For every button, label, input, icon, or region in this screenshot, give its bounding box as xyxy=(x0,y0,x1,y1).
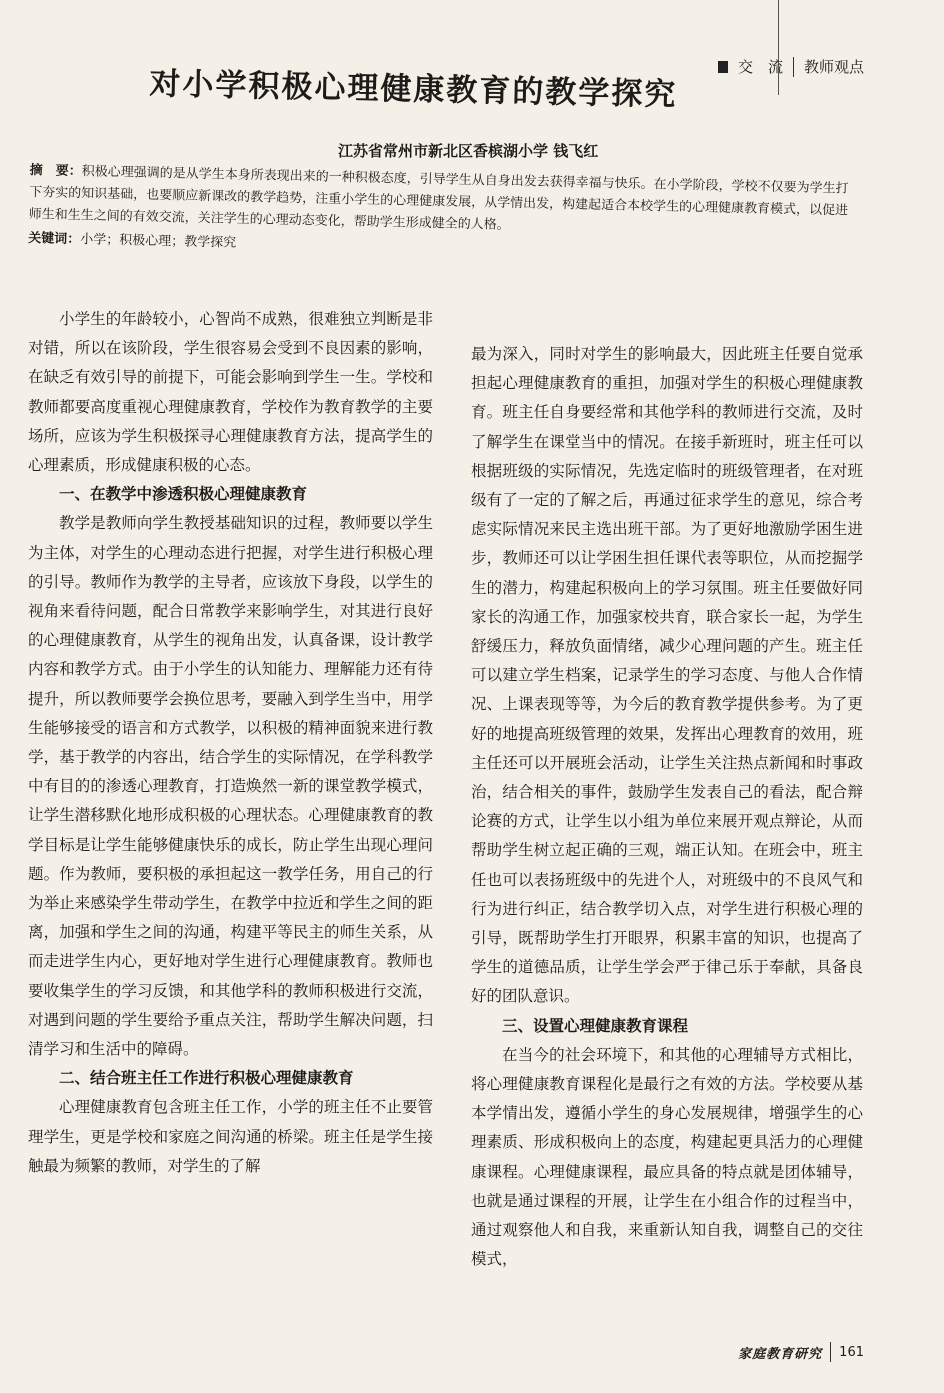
column-label: 交 流 xyxy=(737,58,783,76)
footer-separator xyxy=(830,1342,831,1362)
page-header xyxy=(718,56,864,77)
section-heading-1: 一、在教学中渗透积极心理健康教育 xyxy=(59,485,308,504)
article-author: 江苏省常州市新北区香槟湖小学 钱飞红 xyxy=(338,142,599,160)
abstract-text: 积极心理强调的是从学生本身所表现出来的一种积极态度，引导学生从自身出发去获得幸福与快乐。在小学阶段，学校不仅要为学生打下夯实的知识基础，也要顺应新课改的教学趋势，注重小学生的心理健康发展，从学情出发，构建起适合本校学生的心理健康教育模式，以促进师生和生生之间的有效交流，关注学生的心理动态变化，帮助学生形成健全的人格。 xyxy=(28,164,849,233)
intro-paragraph: 小学生的年龄较小，心智尚不成熟，很难独立判断是非对错，所以在该阶段，学生很容易会受到不良因素的影响，在缺乏有效引导的前提下，可能会影响到学生一生。学校和教师都要高度重视心理健康教育，学校作为教育教学的主要场所，应该为学生积极探寻心理健康教育方法，提高学生的心理素质，形成健康积极的心态。 xyxy=(28,310,433,475)
abstract-label: 摘 要： xyxy=(29,162,82,180)
right-column xyxy=(471,340,863,1275)
header-divider xyxy=(778,0,779,95)
square-bullet-icon xyxy=(718,61,728,73)
article-title: 对小学积极心理健康教育的教学探究 xyxy=(149,65,678,114)
page-number: 161 xyxy=(839,1344,864,1360)
keywords-label: 关键词： xyxy=(28,230,81,248)
keywords-text: 小学；积极心理；教学探究 xyxy=(80,232,237,251)
abstract-block xyxy=(28,160,860,269)
section-heading-2: 二、结合班主任工作进行积极心理健康教育 xyxy=(59,1069,354,1088)
section-label: 教师观点 xyxy=(803,58,864,76)
section-2-paragraph: 心理健康教育包含班主任工作，小学的班主任不止要管理学生，更是学校和家庭之间沟通的桥梁。班主任是学生接触最为频繁的教师，对学生的了解 xyxy=(28,1098,433,1175)
header-separator xyxy=(793,57,794,77)
section-1-paragraph: 教学是教师向学生教授基础知识的过程，教师要以学生为主体，对学生的心理动态进行把握，对学生进行积极心理的引导。教师作为教学的主导者，应该放下身段，以学生的视角来看待问题，配合日常教学来影响学生，对其进行良好的心理健康教育，从学生的视角出发，认真备课，设计教学内容和教学方式。由于小学生的认知能力、理解能力还有待提升，所以教师要学会换位思考，要融入到学生当中，用学生能够接受的语言和方式教学，以积极的精神面貌来进行教学，基于教学的内容出，结合学生的实际情况，在学科教学中有目的的渗透心理教育，打造焕然一新的课堂教学模式，让学生潜移默化地形成积极的心理状态。心理健康教育的教学目标是让学生能够健康快乐的成长，防止学生出现心理问题。作为教师，要积极的承担起这一教学任务，用自己的行为举止来感染学生带动学生，在教学中拉近和学生之间的距离，加强和学生之间的沟通，构建平等民主的师生关系，从而走进学生内心，更好地对学生进行心理健康教育。教师也要收集学生的学习反馈，和其他学科的教师积极进行交流，对遇到问题的学生要给予重点关注，帮助学生解决问题，扫清学习和生活中的障碍。 xyxy=(28,514,433,1059)
section-2-paragraph-continued: 最为深入，同时对学生的影响最大，因此班主任要自觉承担起心理健康教育的重担，加强对学生的积极心理健康教育。班主任自身要经常和其他学科的教师进行交流，及时了解学生在课堂当中的情况。在接手新班时，班主任可以根据班级的实际情况，先选定临时的班级管理者，在对班级有了一定的了解之后，再通过征求学生的意见，综合考虑实际情况来民主选出班干部。为了更好地激励学困生进步，教师还可以让学困生担任课代表等职位，从而挖掘学生的潜力，构建起积极向上的学习氛围。班主任要做好同家长的沟通工作，加强家校共育，联合家长一起，为学生舒缓压力，释放负面情绪，减少心理问题的产生。班主任可以建立学生档案，记录学生的学习态度、与他人合作情况、上课表现等等，为今后的教育教学提供参考。为了更好的地提高班级管理的效果，发挥出心理教育的效用，班主任还可以开展班会活动，让学生关注热点新闻和时事政治，结合相关的事件，鼓励学生发表自己的看法，配合辩论赛的方式，让学生以小组为单位来展开观点辩论，从而帮助学生树立起正确的三观，端正认知。在班会中，班主任也可以表扬班级中的先进个人，对班级中的不良风气和行为进行纠正，结合教学切入点，对学生进行积极心理的引导，既帮助学生打开眼界，积累丰富的知识，也提高了学生的道德品质，让学生学会严于律己乐于奉献，具备良好的团队意识。 xyxy=(471,345,863,1006)
page-footer xyxy=(738,1342,864,1362)
section-3-paragraph: 在当今的社会环境下，和其他的心理辅导方式相比，将心理健康教育课程化是最行之有效的方法。学校要从基本学情出发，遵循小学生的身心发展规律，增强学生的心理素质、形成积极向上的态度，构建起更具活力的心理健康课程。心理健康课程，最应具备的特点就是团体辅导，也就是通过课程的开展，让学生在小组合作的过程当中，通过观察他人和自我，来重新认知自我，调整自己的交往模式， xyxy=(471,1045,863,1269)
magazine-name: 家庭教育研究 xyxy=(738,1346,823,1362)
section-heading-3: 三、设置心理健康教育课程 xyxy=(502,1016,689,1035)
left-column xyxy=(28,305,433,1181)
